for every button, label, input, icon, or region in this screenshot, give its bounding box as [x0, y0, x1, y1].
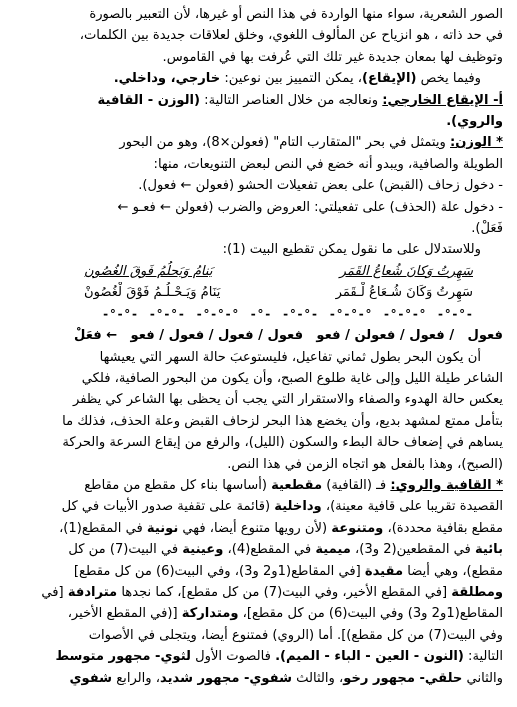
text-line: الطويلة والصافية، ويبدو أنه خضع في النص لبعض التنويعات، منها: [153, 156, 503, 172]
text-line: فَعَلْ). [471, 221, 503, 237]
section-label: أ- الإيقاع الخارجي: [382, 92, 503, 108]
section-label: * القافية والروي: [390, 477, 503, 493]
text-line: القصيدة تقريبا على قافية معينة)، وداخلية (قائمة على تقفية صدور الأبيات في كل [61, 499, 503, 515]
wazn-line: * الوزن: ويتمثل في بحر "المتقارب التام" (فعولن×8)، وهو من البحور [119, 135, 503, 151]
foot: / فعول / فعولن / فعو [316, 328, 455, 344]
verse-plain [14, 261, 503, 282]
scan-mark: -°-°- [281, 306, 319, 321]
text-line: ومطلقة [في المقطع الأخير، وفي البيت(7) من كل مقطع]، كما نجدها مترادفة [في [41, 584, 503, 600]
text-line: يعكس حالة الهدوء والصفاء والاستقرار التي يجب أن يحظى بها الشاعر كي يظفر [72, 392, 503, 408]
text-line: وفي البيت(7) من كل مقطع)]. أما (الروي) فمتنوع أيضا، ويتجلى في الأصوات [88, 627, 503, 643]
text-line: وتوظيف لها بمعان جديدة غير تلك التي عُرفت بها في القاموس. [162, 49, 503, 65]
scan-second-hemistich: يَنَامُ وَيَـحْـلُـمُ فَوْقَ لْغُصُونْ [84, 285, 221, 301]
scan-first-hemistich: سَهِرتُ وَكَانَ شُـعَاعُ لْـقَمَر [335, 285, 473, 301]
text-line: مقطع بقافية محددة)، ومتنوعة (لأن رويها متنوع أيضا، فهي نونية في المقطع(1)، [59, 520, 503, 536]
text-line: والروي). [446, 114, 503, 130]
feet-line [14, 325, 503, 346]
foot: فعول / فعول / فعول / فعو [130, 328, 304, 344]
qafia-line: * القافية والروي: فـ (القافية) مقطعية (أساسها بناء كل مقطع من مقاطع [84, 477, 503, 493]
section-label: * الوزن: [450, 135, 503, 151]
verse-first-hemistich: سَهِرتُ وَكانَ شُعاعُ القَمَر [339, 263, 473, 279]
text-line: بائية في المقطعين(2 و3)، ميمية في المقطع(4)، وعينية في البيت(7) من كل [68, 542, 503, 558]
text-line: - دخول زحاف (القبض) على بعض تفعيلات الحشو (فعولن ← فعول). [138, 178, 503, 194]
text-line: الصور الشعرية، سواء منها الواردة في هذا النص أو غيرها، لأن التعبير بالصورة [89, 7, 503, 22]
foot: ← فعَلْ [74, 328, 118, 344]
text-line: بتأمل ممتع لمشهد بديع، وأن يخضع هذا البحر لزحاف القبض وعلة الحذف، فذلك ما [62, 413, 503, 429]
scan-mark: -°-°-° [382, 306, 427, 321]
iqaa-intro: وفيما يخص (الإيقاع)، يمكن التمييز بين نوعين: خارجي، وداخلي. [113, 71, 481, 87]
scan-mark: -°-°- [102, 306, 139, 321]
text-line: التالية: (النون - العين - الباء - الميم). فالصوت الأول لثوي- مجهور متوسط [55, 649, 503, 665]
text-line: في حد ذاته ، هو انزياح عن المألوف اللغوي، وخلق لعلاقات جديدة بين الكلمات، [79, 28, 503, 44]
foot: فعول [467, 328, 503, 344]
scan-mark: -°-°-° [195, 306, 239, 321]
text-line: المقاطع(1و2 و3) وفي البيت(6) من كل مقطع]، ومتداركة [(في المقطع الأخير، [67, 606, 503, 622]
scan-mark: -°- [249, 306, 272, 321]
scan-marks [14, 304, 503, 325]
text-line: أن يكون البحر بطول ثماني تفاعيل، فليستوعبَ حالة السهر التي يعيشها [99, 349, 481, 365]
verse-second-hemistich: يَنامُ وَيَحلُمُ فَوقَ الغُصُون [84, 263, 213, 279]
text-line: مقطع)، وهي أيضا مقيدة [في المقاطع(1و2 و3)، وفي البيت(6) من كل مقطع] [73, 563, 503, 579]
scan-mark: -°-°- [436, 306, 473, 321]
text-line: وللاستدلال على ما نقول يمكن تقطيع البيت (1): [222, 242, 481, 258]
scan-mark: -°-°- [148, 306, 185, 321]
scan-mark: -°-°-° [328, 306, 373, 321]
verse-scan [14, 282, 503, 303]
external-heading: أ- الإيقاع الخارجي: ونعالجه من خلال العناصر التالية: (الوزن - القافية [97, 92, 503, 108]
text-line: والثاني حلقي- مجهور رخو، والثالث شفوي- مجهور شديد، والرابع شفوي [69, 670, 503, 686]
text-line: الشاعر طيلة الليل وإلى غاية طلوع الصبح، وأن يكون من البحور الصافية، فلكي [81, 370, 503, 386]
text-line: يساهم في إضعاف حالة البطء والسكون (الليل)، والرفع من إيقاع السرعة والحركة [62, 435, 503, 451]
text-line: (الصبح)، وهذا بالفعل هو اتجاه الزمن في هذا النص. [227, 456, 503, 472]
text-line: - دخول علة (الحذف) على تفعيلتي: العروض والضرب (فعولن ← فعـو ← [117, 199, 503, 215]
